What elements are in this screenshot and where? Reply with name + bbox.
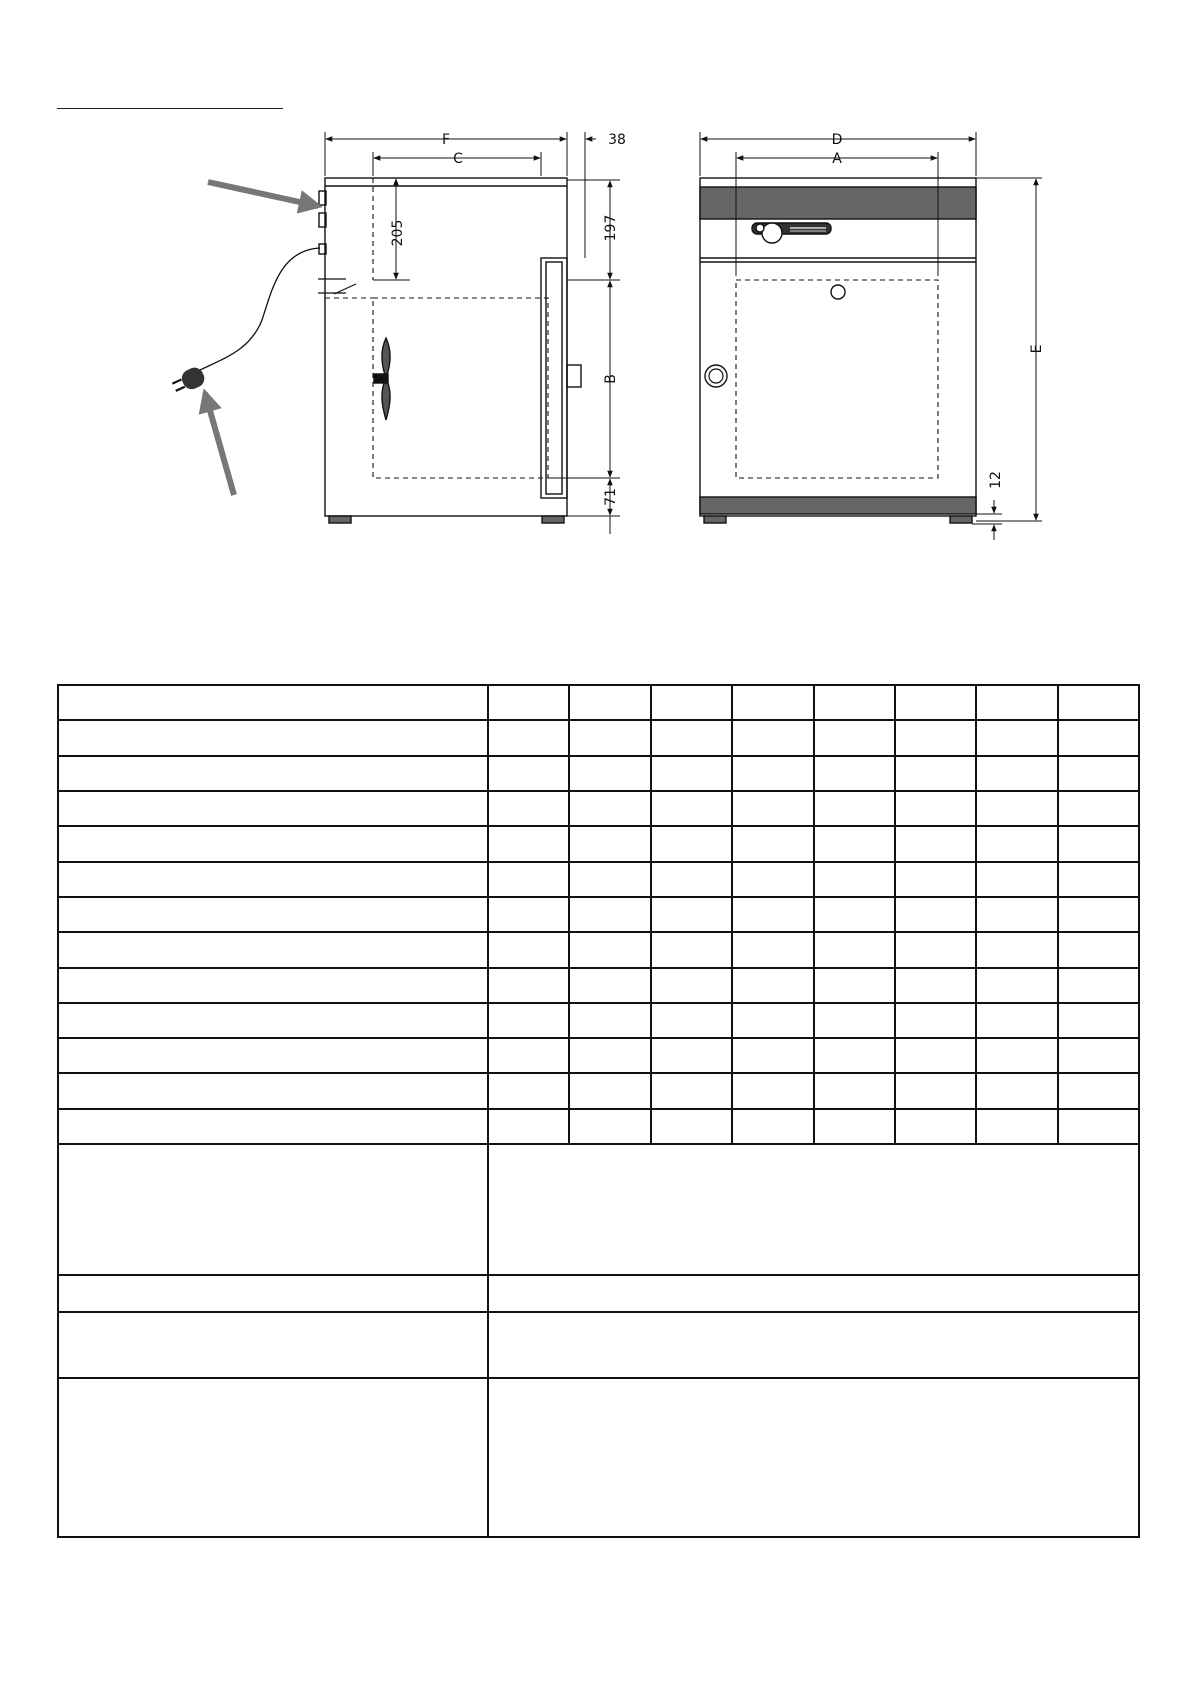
spec-cell xyxy=(488,1073,569,1108)
spec-merged-label xyxy=(58,1275,488,1312)
spec-cell xyxy=(814,932,895,967)
spec-cell xyxy=(732,1109,813,1144)
spec-cell xyxy=(1058,1109,1139,1144)
spec-cell xyxy=(976,720,1057,755)
spec-cell xyxy=(569,968,650,1003)
spec-row xyxy=(58,968,1139,1003)
spec-cell xyxy=(895,932,976,967)
dim-label-12: 12 xyxy=(988,471,1004,489)
spec-cell xyxy=(976,1038,1057,1073)
spec-cell xyxy=(895,756,976,791)
spec-cell xyxy=(488,756,569,791)
spec-cell xyxy=(895,1073,976,1108)
spec-cell xyxy=(732,826,813,861)
spec-cell xyxy=(488,1038,569,1073)
spec-merged-value xyxy=(488,1144,1139,1275)
dim-label-38: 38 xyxy=(608,132,626,148)
spec-cell xyxy=(651,968,732,1003)
spec-cell xyxy=(1058,862,1139,897)
spec-merged-label xyxy=(58,1378,488,1537)
spec-cell xyxy=(976,968,1057,1003)
spec-cell xyxy=(814,756,895,791)
front-bottom-band xyxy=(700,497,976,514)
spec-row-label xyxy=(58,826,488,861)
spec-cell xyxy=(976,756,1057,791)
spec-cell xyxy=(651,1109,732,1144)
spec-cell xyxy=(569,756,650,791)
spec-cell xyxy=(651,685,732,720)
front-foot xyxy=(950,516,972,523)
spec-cell xyxy=(488,968,569,1003)
front-chamber xyxy=(736,280,938,478)
spec-cell xyxy=(732,932,813,967)
spec-row-label xyxy=(58,1073,488,1108)
spec-row-label xyxy=(58,720,488,755)
spec-merged-value xyxy=(488,1312,1139,1378)
spec-row xyxy=(58,1109,1139,1144)
spec-cell xyxy=(732,1038,813,1073)
spec-row-label xyxy=(58,1038,488,1073)
spec-row xyxy=(58,756,1139,791)
spec-row xyxy=(58,685,1139,720)
spec-row xyxy=(58,720,1139,755)
spec-cell xyxy=(569,1003,650,1038)
spec-cell xyxy=(651,756,732,791)
spec-cell xyxy=(895,720,976,755)
spec-row xyxy=(58,1073,1139,1108)
spec-cell xyxy=(732,1003,813,1038)
spec-cell xyxy=(651,932,732,967)
spec-cell xyxy=(1058,932,1139,967)
spec-row xyxy=(58,826,1139,861)
spec-cell xyxy=(814,1003,895,1038)
spec-cell xyxy=(651,1038,732,1073)
spec-row xyxy=(58,791,1139,826)
spec-cell xyxy=(569,685,650,720)
spec-cell xyxy=(732,720,813,755)
spec-cell xyxy=(895,685,976,720)
spec-cell xyxy=(1058,968,1139,1003)
spec-cell xyxy=(814,1038,895,1073)
dim-label-205: 205 xyxy=(390,219,406,247)
spec-cell xyxy=(732,968,813,1003)
spec-cell xyxy=(651,862,732,897)
spec-cell xyxy=(1058,756,1139,791)
spec-row xyxy=(58,862,1139,897)
spec-cell xyxy=(732,897,813,932)
spec-cell xyxy=(488,897,569,932)
fan-icon xyxy=(382,338,390,378)
side-body-outline xyxy=(325,178,567,516)
spec-cell xyxy=(488,1003,569,1038)
side-chamber xyxy=(373,298,548,478)
spec-cell xyxy=(488,685,569,720)
spec-cell xyxy=(569,791,650,826)
spec-merged-row xyxy=(58,1275,1139,1312)
spec-cell xyxy=(488,826,569,861)
spec-row xyxy=(58,932,1139,967)
annotation-arrow xyxy=(208,182,318,206)
spec-row-label xyxy=(58,791,488,826)
spec-cell xyxy=(976,826,1057,861)
dim-label-197: 197 xyxy=(603,214,619,242)
dim-label-B: B xyxy=(603,374,619,384)
spec-cell xyxy=(895,791,976,826)
spec-cell xyxy=(814,1109,895,1144)
spec-cell xyxy=(488,932,569,967)
spec-cell xyxy=(814,791,895,826)
spec-cell xyxy=(488,862,569,897)
spec-row xyxy=(58,897,1139,932)
spec-cell xyxy=(814,1073,895,1108)
spec-cell xyxy=(814,720,895,755)
spec-merged-label xyxy=(58,1312,488,1378)
front-foot xyxy=(704,516,726,523)
spec-cell xyxy=(814,897,895,932)
spec-cell xyxy=(814,826,895,861)
spec-cell xyxy=(976,932,1057,967)
spec-cell xyxy=(1058,791,1139,826)
spec-cell xyxy=(732,791,813,826)
spec-cell xyxy=(651,1003,732,1038)
spec-cell xyxy=(488,720,569,755)
spec-cell xyxy=(976,791,1057,826)
dim-label-71: 71 xyxy=(603,488,619,506)
dim-label-C: C xyxy=(453,151,463,167)
spec-cell xyxy=(976,685,1057,720)
spec-cell xyxy=(895,897,976,932)
power-cord xyxy=(200,248,320,370)
spec-cell xyxy=(895,1038,976,1073)
spec-cell xyxy=(1058,826,1139,861)
dim-label-A: A xyxy=(832,151,842,167)
front-view xyxy=(700,178,976,523)
spec-cell xyxy=(732,1073,813,1108)
spec-cell xyxy=(976,897,1057,932)
spec-row xyxy=(58,1003,1139,1038)
spec-cell xyxy=(1058,1038,1139,1073)
side-handle xyxy=(567,365,581,387)
spec-cell xyxy=(1058,897,1139,932)
spec-cell xyxy=(976,1109,1057,1144)
spec-cell xyxy=(651,897,732,932)
spec-cell xyxy=(488,1109,569,1144)
spec-cell xyxy=(651,720,732,755)
door-handle-icon xyxy=(705,365,727,387)
indicator-icon xyxy=(831,285,845,299)
spec-cell xyxy=(976,1073,1057,1108)
spec-cell xyxy=(1058,1073,1139,1108)
spec-cell xyxy=(895,862,976,897)
front-body-outline xyxy=(700,178,976,516)
spec-cell xyxy=(814,862,895,897)
spec-cell xyxy=(569,932,650,967)
spec-merged-row xyxy=(58,1144,1139,1275)
spec-cell xyxy=(732,685,813,720)
spec-cell xyxy=(732,756,813,791)
spec-cell xyxy=(569,1038,650,1073)
spec-cell xyxy=(569,1109,650,1144)
spec-cell xyxy=(1058,685,1139,720)
side-view xyxy=(170,178,581,523)
spec-cell xyxy=(569,897,650,932)
spec-row-label xyxy=(58,1003,488,1038)
spec-cell xyxy=(976,1003,1057,1038)
spec-cell xyxy=(1058,1003,1139,1038)
side-foot xyxy=(542,516,564,523)
spec-cell xyxy=(488,791,569,826)
spec-cell xyxy=(1058,720,1139,755)
spec-merged-value xyxy=(488,1378,1139,1537)
spec-cell xyxy=(569,862,650,897)
spec-row-label xyxy=(58,862,488,897)
side-foot xyxy=(329,516,351,523)
spec-cell xyxy=(895,1003,976,1038)
spec-cell xyxy=(651,1073,732,1108)
spec-row xyxy=(58,1038,1139,1073)
spec-cell xyxy=(895,968,976,1003)
spec-cell xyxy=(732,862,813,897)
spec-table-body xyxy=(58,685,1139,1537)
spec-cell xyxy=(651,791,732,826)
spec-cell xyxy=(569,1073,650,1108)
side-door xyxy=(541,258,567,498)
spec-row-label xyxy=(58,932,488,967)
spec-cell xyxy=(895,1109,976,1144)
spec-cell xyxy=(814,968,895,1003)
spec-cell xyxy=(569,720,650,755)
spec-merged-row xyxy=(58,1312,1139,1378)
spec-row-label xyxy=(58,897,488,932)
spec-row-label xyxy=(58,968,488,1003)
spec-table xyxy=(57,684,1140,1538)
spec-row-label xyxy=(58,756,488,791)
dim-label-D: D xyxy=(831,132,843,148)
dim-label-F: F xyxy=(441,132,451,148)
control-knob-icon xyxy=(762,223,782,243)
spec-cell xyxy=(976,862,1057,897)
front-top-band xyxy=(700,187,976,219)
side-dimensions xyxy=(325,132,620,534)
spec-merged-label xyxy=(58,1144,488,1275)
annotation-arrow xyxy=(205,393,234,495)
spec-merged-row xyxy=(58,1378,1139,1537)
spec-row-label xyxy=(58,1109,488,1144)
technical-drawing xyxy=(0,0,1190,580)
dim-label-E: E xyxy=(1029,344,1045,354)
spec-row-label xyxy=(58,685,488,720)
spec-cell xyxy=(895,826,976,861)
spec-cell xyxy=(569,826,650,861)
spec-merged-value xyxy=(488,1275,1139,1312)
spec-cell xyxy=(814,685,895,720)
spec-cell xyxy=(651,826,732,861)
